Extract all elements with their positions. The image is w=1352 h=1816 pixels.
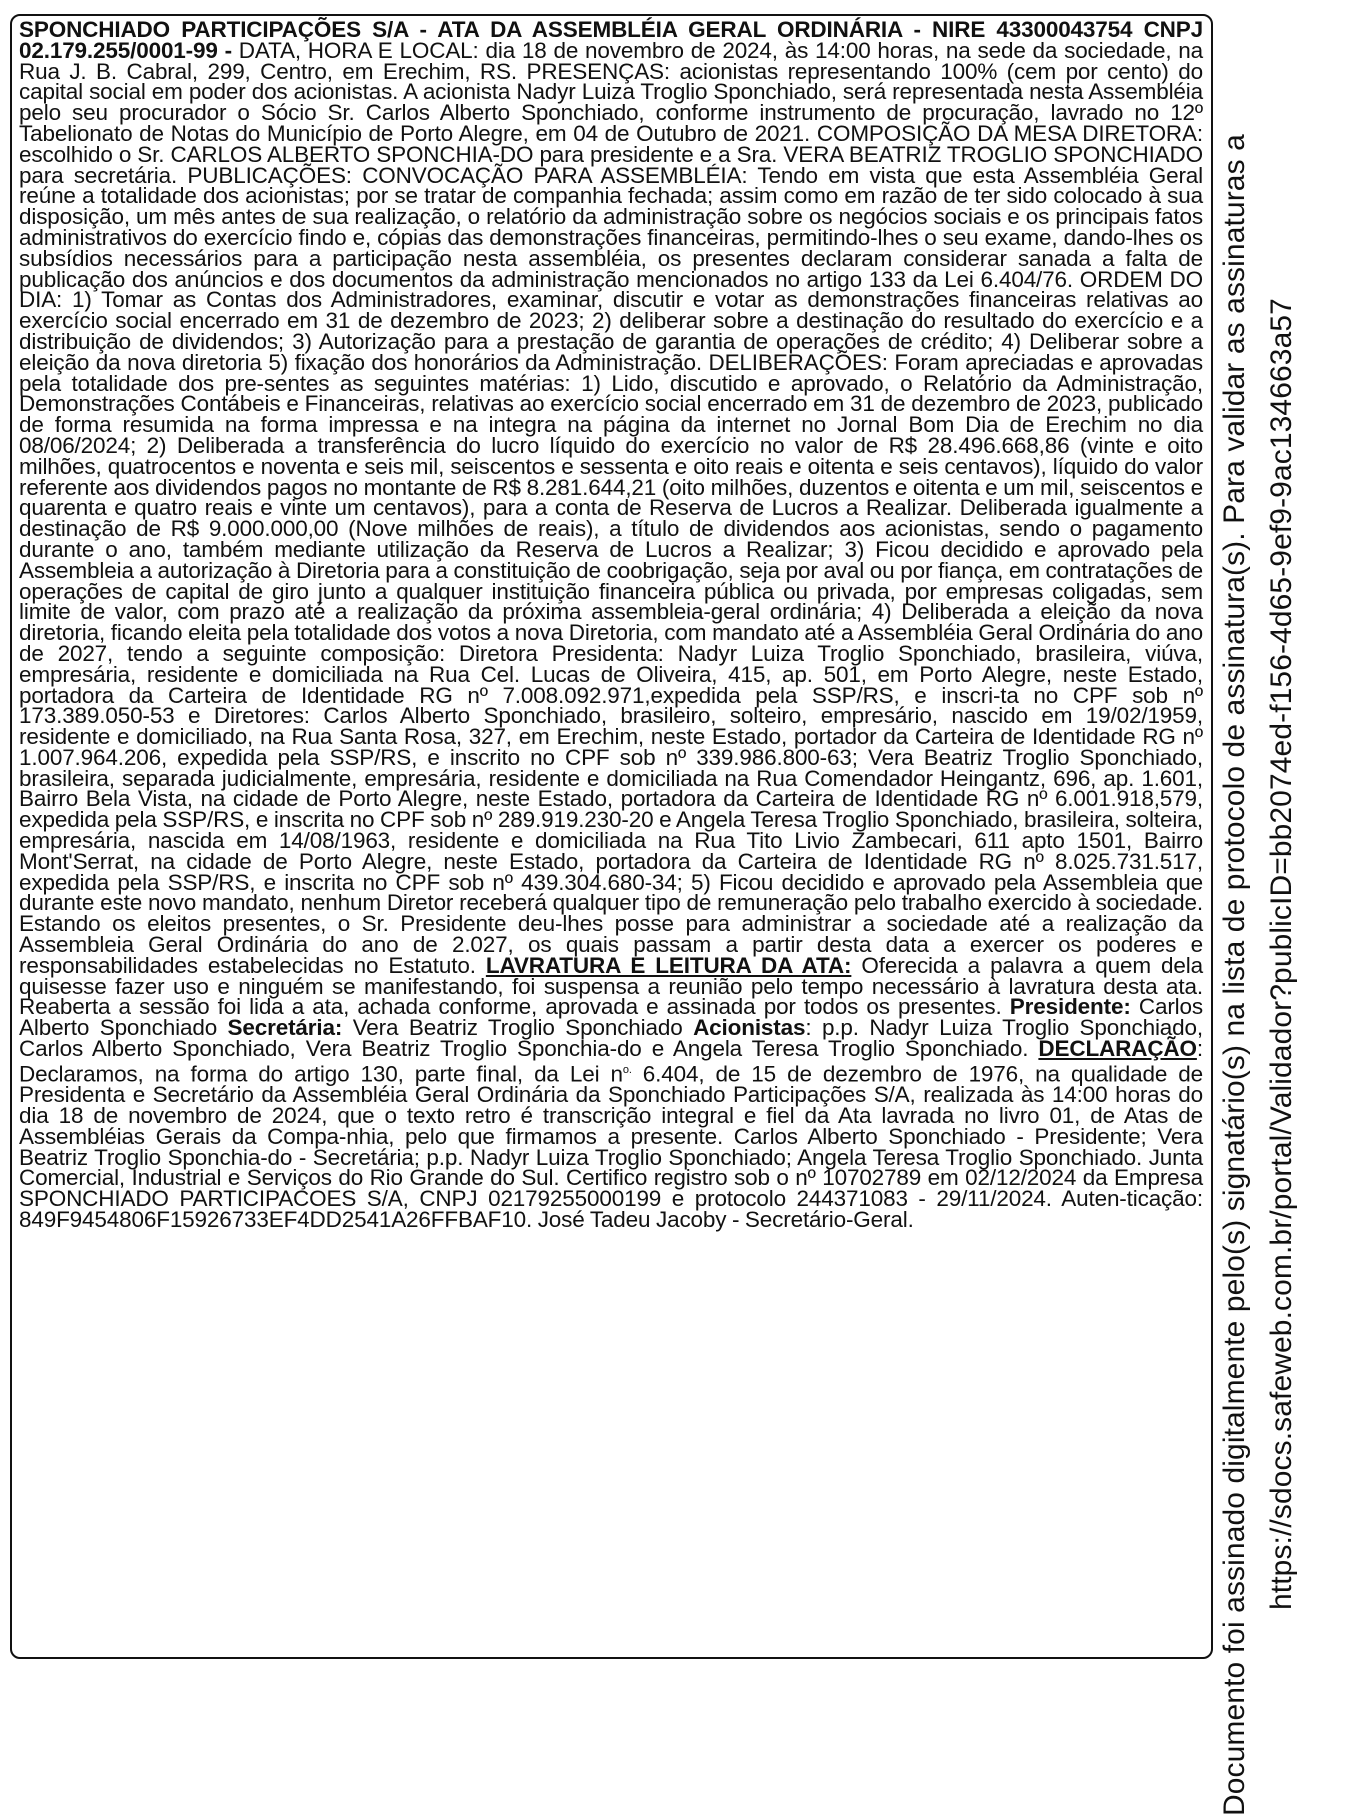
declaracao-heading: DECLARAÇÃO — [1038, 1036, 1197, 1062]
validation-url: https://sdocs.safeweb.com.br/portal/Validador?publicID=bb2074ed-f156-4d65-9ef9-9ac134663a57 — [1265, 298, 1298, 1610]
minutes-box — [10, 14, 1213, 1659]
declaracao-text-a: : Declaramos, na forma do artigo 130, parte final, da Lei n — [19, 1036, 1203, 1087]
secretaria-name: Vera Beatriz Troglio Sponchiado — [342, 1015, 694, 1041]
numero-superscript: o. — [622, 1063, 632, 1076]
secretaria-label: Secretária: — [227, 1015, 343, 1041]
lavratura-text: Oferecida a palavra a quem dela quisesse fazer uso e ninguém se manifestando, foi suspensa a reunião pelo tempo necessário à lavratura desta ata. Reaberta a sessão foi lida a ata, achada conforme, aprovada e assinada por todos os presentes. — [19, 952, 1203, 1020]
acionistas-label: Acionistas — [693, 1015, 806, 1041]
document-header: SPONCHIADO PARTICIPAÇÕES S/A - ATA DA ASSEMBLÉIA GERAL ORDINÁRIA - NIRE 43300043754 CNPJ 02.179.255/0001-99 - — [19, 17, 1203, 63]
acionistas-text: : p.p. Nadyr Luiza Troglio Sponchiado, Carlos Alberto Sponchiado, Vera Beatriz Troglio Sponchia-do e Angela Teresa Troglio Sponchiado. — [19, 1015, 1203, 1062]
minutes-body: DATA, HORA E LOCAL: dia 18 de novembro de 2024, às 14:00 horas, na sede da sociedade, na Rua J. B. Cabral, 299, Centro, em Erechim, RS. PRESENÇAS: acionistas representando 100% (cem por cento) do capital social em poder dos acionistas. A acionista Nadyr Luiza Troglio Sponchiado, será representada nesta Assembléia pelo seu procurador o Sócio Sr. Carlos Alberto Sponchiado, conforme instrumento de procuração, lavrado no 12º Tabelionato de Notas do Município de Porto Alegre, em 04 de Outubro de 2021. COMPOSIÇÃO DA MESA DIRETORA: escolhido o Sr. CARLOS ALBERTO SPONCHIA-DO para presidente e a Sra. VERA BEATRIZ TROGLIO SPONCHIADO para secretária. PUBLICAÇÕES: CONVOCAÇÃO PARA ASSEMBLÉIA: Tendo em vista que esta Assembléia Geral reúne a totalidade dos acionistas; por se tratar de companhia fechada; assim como em razão de ter sido colocado à sua disposição, um mês antes de sua realização, o relatório da administração sobre os negócios sociais e os principais fatos administrativos do exercício findo e, cópias das demonstrações financeiras, permitindo-lhes o seu exame, dando-lhes os subsídios necessários para a participação nesta assembléia, os presentes declaram considerar sanada a falta de publicação dos anúncios e dos documentos da administração mencionados no artigo 133 da Lei 6.404/76. ORDEM DO DIA: 1) Tomar as Contas dos Administradores, examinar, discutir e votar as demonstrações financeiras relativas ao exercício social encerrado em 31 de dezembro de 2023; 2) deliberar sobre a destinação do resultado do exercício e a distribuição de dividendos; 3) Autorização para a prestação de garantia de operações de crédito; 4) Deliberar sobre a eleição da nova diretoria 5) fixação dos honorários da Administração. DELIBERAÇÕES: Foram apreciadas e aprovadas pela totalidade dos pre-sentes as seguintes matérias: 1) Lido, discutido e aprovado, o Relatório da Administração, Demonstrações Contábeis e Financeiras, relativas ao exercício social encerrado em 31 de dezembro de 2023, publicado de forma resumida na forma impressa e na integra na página da internet no Jornal Bom Dia de Erechim no dia 08/06/2024; 2) Deliberada a transferência do lucro líquido do exercício no valor de R$ 28.496.668,86 (vinte e oito milhões, quatrocentos e noventa e seis mil, seiscentos e sessenta e oito reais e oitenta e seis centavos), líquido do valor referente aos dividendos pagos no montante de R$ 8.281.644,21 (oito milhões, duzentos e oitenta e um mil, seiscentos e quarenta e quatro reais e vinte um centavos), para a conta de Reserva de Lucros a Realizar. Deliberada igualmente a destinação de R$ 9.000.000,00 (Nove milhões de reais), a título de dividendos aos acionistas, sendo o pagamento durante o ano, também mediante utilização da Reserva de Lucros a Realizar; 3) Ficou decidido e aprovado pela Assembleia a autorização à Diretoria para a constituição de coobrigação, seja por aval ou por fiança, em contratações de operações de capital de giro junto a qualquer instituição financeira pública ou privada, por empresas coligadas, sem limite de valor, com prazo até a realização da próxima assembleia-geral ordinária; 4) Deliberada a eleição da nova diretoria, ficando eleita pela totalidade dos votos a nova Diretoria, com mandato até a Assembléia Geral Ordinária do ano de 2027, tendo a seguinte composição: Diretora Presidenta: Nadyr Luiza Troglio Sponchiado, brasileira, viúva, empresária, residente e domiciliada na Rua Cel. Lucas de Oliveira, 415, ap. 501, em Porto Alegre, neste Estado, portadora da Carteira de Identidade RG nº 7.008.092.971,expedida pela SSP/RS, e inscri-ta no CPF sob nº 173.389.050-53 e Diretores: Carlos Alberto Sponchiado, brasileiro, solteiro, empresário, nascido em 19/02/1959, residente e domiciliado, na Rua Santa Rosa, 327, em Erechim, neste Estado, portador da Carteira de Identidade RG nº 1.007.964.206, expedida pela SSP/RS, e inscrito no CPF sob nº 339.986.800-63; Vera Beatriz Troglio Sponchiado, brasileira, separada judicialmente, empresária, residente e domiciliada na Rua Comendador Heingantz, 696, ap. 1.601, Bairro Bela Vista, na cidade de Porto Alegre, neste Estado, portadora da Carteira de Identidade RG nº 6.001.918,579, expedida pela SSP/RS, e inscrita no CPF sob nº 289.919.230-20 e Angela Teresa Troglio Sponchiado, brasileira, solteira, empresária, nascida em 14/08/1963, residente e domiciliada na Rua Tito Livio Zambecari, 611 apto 1501, Bairro Mont'Serrat, na cidade de Porto Alegre, neste Estado, portadora da Carteira de Identidade RG nº 8.025.731.517, expedida pela SSP/RS, e inscrita no CPF sob nº 439.304.680-34; 5) Ficou decidido e aprovado pela Assembleia que durante este novo mandato, nenhum Diretor receberá qualquer tipo de remuneração pelo trabalho exercido à sociedade. Estando os eleitos presentes, o Sr. Presidente deu-lhes posse para administrar a sociedade até a realização da Assembleia Geral Ordinária do ano de 2.027, os quais passam a partir desta data a exercer os poderes e responsabilidades estabelecidas no Estatuto. — [19, 37, 1204, 978]
presidente-name: Carlos Alberto Sponchiado — [19, 994, 1203, 1041]
lavratura-heading: LAVRATURA E LEITURA DA ATA: — [485, 952, 852, 978]
declaracao-text-b: 6.404, de 15 de dezembro de 1976, na qualidade de Presidenta e Secretário da Assembléia Geral Ordinária da Sponchiado Participações S/A, realizada às 14:00 horas do dia 18 de novembro de 2024, que o texto retro é transcrição integral e fiel da Ata lavrada no livro 01, de Atas de Assembléias Gerais da Compa-nhia, pelo que firmamos a presente. Carlos Alberto Sponchiado - Presidente; Vera Beatriz Troglio Sponchia-do - Secretária; p.p. Nadyr Luiza Troglio Sponchiado; Angela Teresa Troglio Sponchiado. Junta Comercial, Industrial e Serviços do Rio Grande do Sul. Certifico registro sob o nº 10702789 em 02/12/2024 da Empresa SPONCHIADO PARTICIPACOES S/A, CNPJ 02179255000199 e protocolo 244371083 - 29/11/2024. Auten-ticação: 849F9454806F15926733EF4DD2541A26FFBAF10. José Tadeu Jacoby - Secretário-Geral. — [19, 1061, 1203, 1232]
signature-notice: Documento foi assinado digitalmente pelo(s) signatário(s) na lista de protocolo de assinatura(s). Para validar as assinaturas a — [1218, 134, 1251, 1816]
presidente-label: Presidente: — [1009, 994, 1131, 1020]
minutes-text — [19, 17, 1204, 1232]
